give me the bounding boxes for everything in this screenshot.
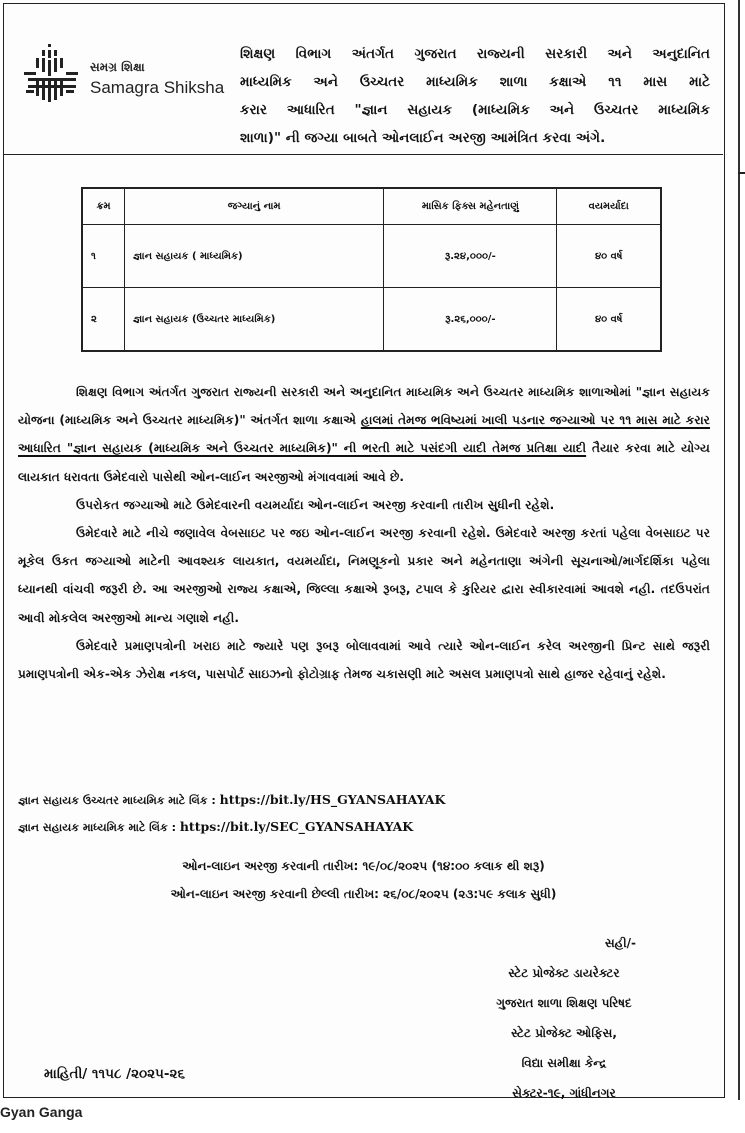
notice-title-line: શાળા)" ની જગ્યા બાબતે ઓનલાઈન અરજી આમંત્રિત કરવા અંગે.	[240, 130, 606, 146]
end-date: ઓન-લાઇન અરજી કરવાની છેલ્લી તારીખ: ૨૬/૦૮/૨૦૨૫ (૨૩:૫૯ કલાક સુધી)	[170, 887, 557, 901]
signature-block	[444, 928, 684, 1108]
signatory-line: સ્ટેટ પ્રોજેક્ટ ડાયરેક્ટર	[508, 966, 620, 980]
link-row	[18, 814, 658, 841]
col-header-post-name: જગ્યાનું નામ	[125, 188, 384, 225]
cell-age-limit: ૪૦ વર્ષ	[557, 225, 661, 288]
body-paragraph: ઉપરોકત જગ્યાઓ માટે ઉમેદવારની વયમર્યાદા ઓન-લાઈન અરજી કરવાની તારીખ સુધીની રહેશે.	[76, 497, 555, 512]
body-paragraph: ઉમેદવારે માટે નીચે જણાવેલ વેબસાઇટ પર જઇ ઓન-લાઈન અરજી કરવાની રહેશે. ઉમેદવારે અરજી કરતાં પહેલા વેબસાઇટ પર મૂકેલ ઉકત જગ્યાઓ માટેની આવશ્યક લાયકાત, વયમર્યાદા, નિમણૂકનો પ્રકાર અને મહેનતાણા અંગેની સૂચનાઓ/માર્ગદર્શિકા પહેલા ધ્યાનથી વાંચવી જરૂરી છે. આ અરજીઓ રાજ્ય કક્ષાએ, જિલ્લા કક્ષાએ રૂબરૂ, ટપાલ કે કુરિયર દ્વારા સ્વીકારવામાં આવશે નહી. તદઉપરાંત આવી મોકલેલ અરજીઓ માન્ય ગણાશે નહી.	[18, 526, 710, 625]
col-header-age-limit: વયમર્યાદા	[557, 188, 661, 225]
hs-gyansahayak-link[interactable]: https://bit.ly/HS_GYANSAHAYAK	[219, 792, 446, 807]
cell-salary: રૂ.૨૪,૦૦૦/-	[384, 225, 557, 288]
signatory-line: સ્ટેટ પ્રોજેક્ટ ઓફિસ,	[511, 1026, 617, 1040]
posts-table-header-row	[82, 188, 661, 225]
application-links	[18, 787, 658, 841]
notice-document	[3, 3, 725, 1098]
body-paragraph	[18, 378, 710, 491]
samagra-shiksha-logo-icon	[20, 42, 82, 104]
sec-gyansahayak-link[interactable]: https://bit.ly/SEC_GYANSAHAYAK	[179, 819, 414, 834]
table-row	[82, 225, 661, 288]
cell-serial: ૧	[82, 225, 125, 288]
col-header-serial: ક્રમ	[82, 188, 125, 225]
table-row	[82, 288, 661, 352]
cell-serial: ૨	[82, 288, 125, 352]
notice-header	[4, 4, 723, 155]
cell-post-name: જ્ઞાન સહાયક (ઉચ્ચતર માધ્યમિક)	[125, 288, 384, 352]
body-text: શિક્ષણ વિભાગ અંતર્ગત ગુજરાત રાજ્યની સરકારી અને અનુદાનિત માધ્યમિક અને ઉચ્ચતર માધ્યમિક શાળાઓમાં "જ્ઞાન સહાયક યોજના (માધ્યમિક અને ઉચ્ચતર માધ્યમિક)" અંતર્ગત શાળા કક્ષાએ	[18, 385, 710, 428]
body-text: તૈયાર કરવા માટે યોગ્ય લાયકાત ધરાવતા ઉમેદવારો પાસેથી ઓન-લાઈન અરજીઓ મંગાવવામાં આવે છે.	[18, 441, 710, 484]
link-label: જ્ઞાન સહાયક માધ્યમિક માટે લિંક :	[18, 821, 176, 834]
cell-salary: રૂ.૨૬,૦૦૦/-	[384, 288, 557, 352]
application-dates	[4, 852, 723, 908]
col-header-salary: માસિક ફિક્સ મહેનતાણું	[384, 188, 557, 225]
notice-title	[240, 40, 710, 152]
page-edge-divider	[738, 0, 740, 1100]
reference-number: માહિતી/ ૧૧૫૮ /૨૦૨૫-૨૬	[44, 1066, 186, 1082]
page-edge-tick	[738, 172, 745, 174]
logo-gujarati-text: સમગ્ર શિક્ષા	[90, 60, 145, 74]
signatory-line: સેક્ટર-૧૯, ગાંધીનગર	[512, 1086, 616, 1100]
cell-age-limit: ૪૦ વર્ષ	[557, 288, 661, 352]
body-paragraph: ઉમેદવારે પ્રમાણપત્રોની ખરાઇ માટે જ્યારે પણ રૂબરૂ બોલાવવામાં આવે ત્યારે ઓન-લાઈન કરેલ અરજીની પ્રિન્ટ સાથે જરૂરી પ્રમાણપત્રોની એક-એક ઝેરોક્ષ નકલ, પાસપોર્ટ સાઇઝનો ફોટોગ્રાફ તેમજ ચકાસણી માટે અસલ પ્રમાણપત્રો સાથે હાજર રહેવાનું રહેશે.	[18, 638, 710, 682]
body-underlined-text: હાલમાં તેમજ ભવિષ્યમાં ખાલી પડનાર જગ્યાઓ પર ૧૧ માસ માટે કરાર આધારિત "જ્ઞાન સહાયક (માધ્યમિક અને ઉચ્ચતર માધ્યમિક)" ની ભરતી માટે પસંદગી યાદી તેમજ પ્રતિક્ષા યાદી	[18, 413, 710, 456]
signature-mark: સહી/-	[604, 936, 636, 950]
source-caption: Gyan Ganga	[0, 1104, 83, 1120]
notice-title-line: માધ્યમિક અને ઉચ્ચતર માધ્યમિક શાળા કક્ષાએ ૧૧ માસ માટે	[240, 74, 710, 90]
notice-title-line: શિક્ષણ વિભાગ અંતર્ગત ગુજરાત રાજ્યની સરકારી અને અનુદાનિત	[240, 46, 710, 62]
notice-body	[18, 378, 710, 688]
link-label: જ્ઞાન સહાયક ઉચ્ચતર માધ્યમિક માટે લિંક :	[18, 794, 216, 807]
start-date: ઓન-લાઇન અરજી કરવાની તારીખ: ૧૯/૦૮/૨૦૨૫ (૧૪:૦૦ કલાક થી શરૂ)	[182, 859, 545, 873]
cell-post-name: જ્ઞાન સહાયક ( માધ્યમિક)	[125, 225, 384, 288]
logo-english-text: Samagra Shiksha	[90, 78, 225, 97]
link-row	[18, 787, 658, 814]
samagra-shiksha-logo	[20, 42, 225, 112]
signatory-line: વિદ્યા સમીક્ષા કેન્દ્ર	[521, 1056, 607, 1070]
notice-title-line: કરાર આધારિત "જ્ઞાન સહાયક (માધ્યમિક અને ઉચ્ચતર માધ્યમિક	[240, 102, 710, 118]
posts-table	[81, 187, 662, 352]
signatory-line: ગુજરાત શાળા શિક્ષણ પરિષદ	[496, 996, 632, 1010]
